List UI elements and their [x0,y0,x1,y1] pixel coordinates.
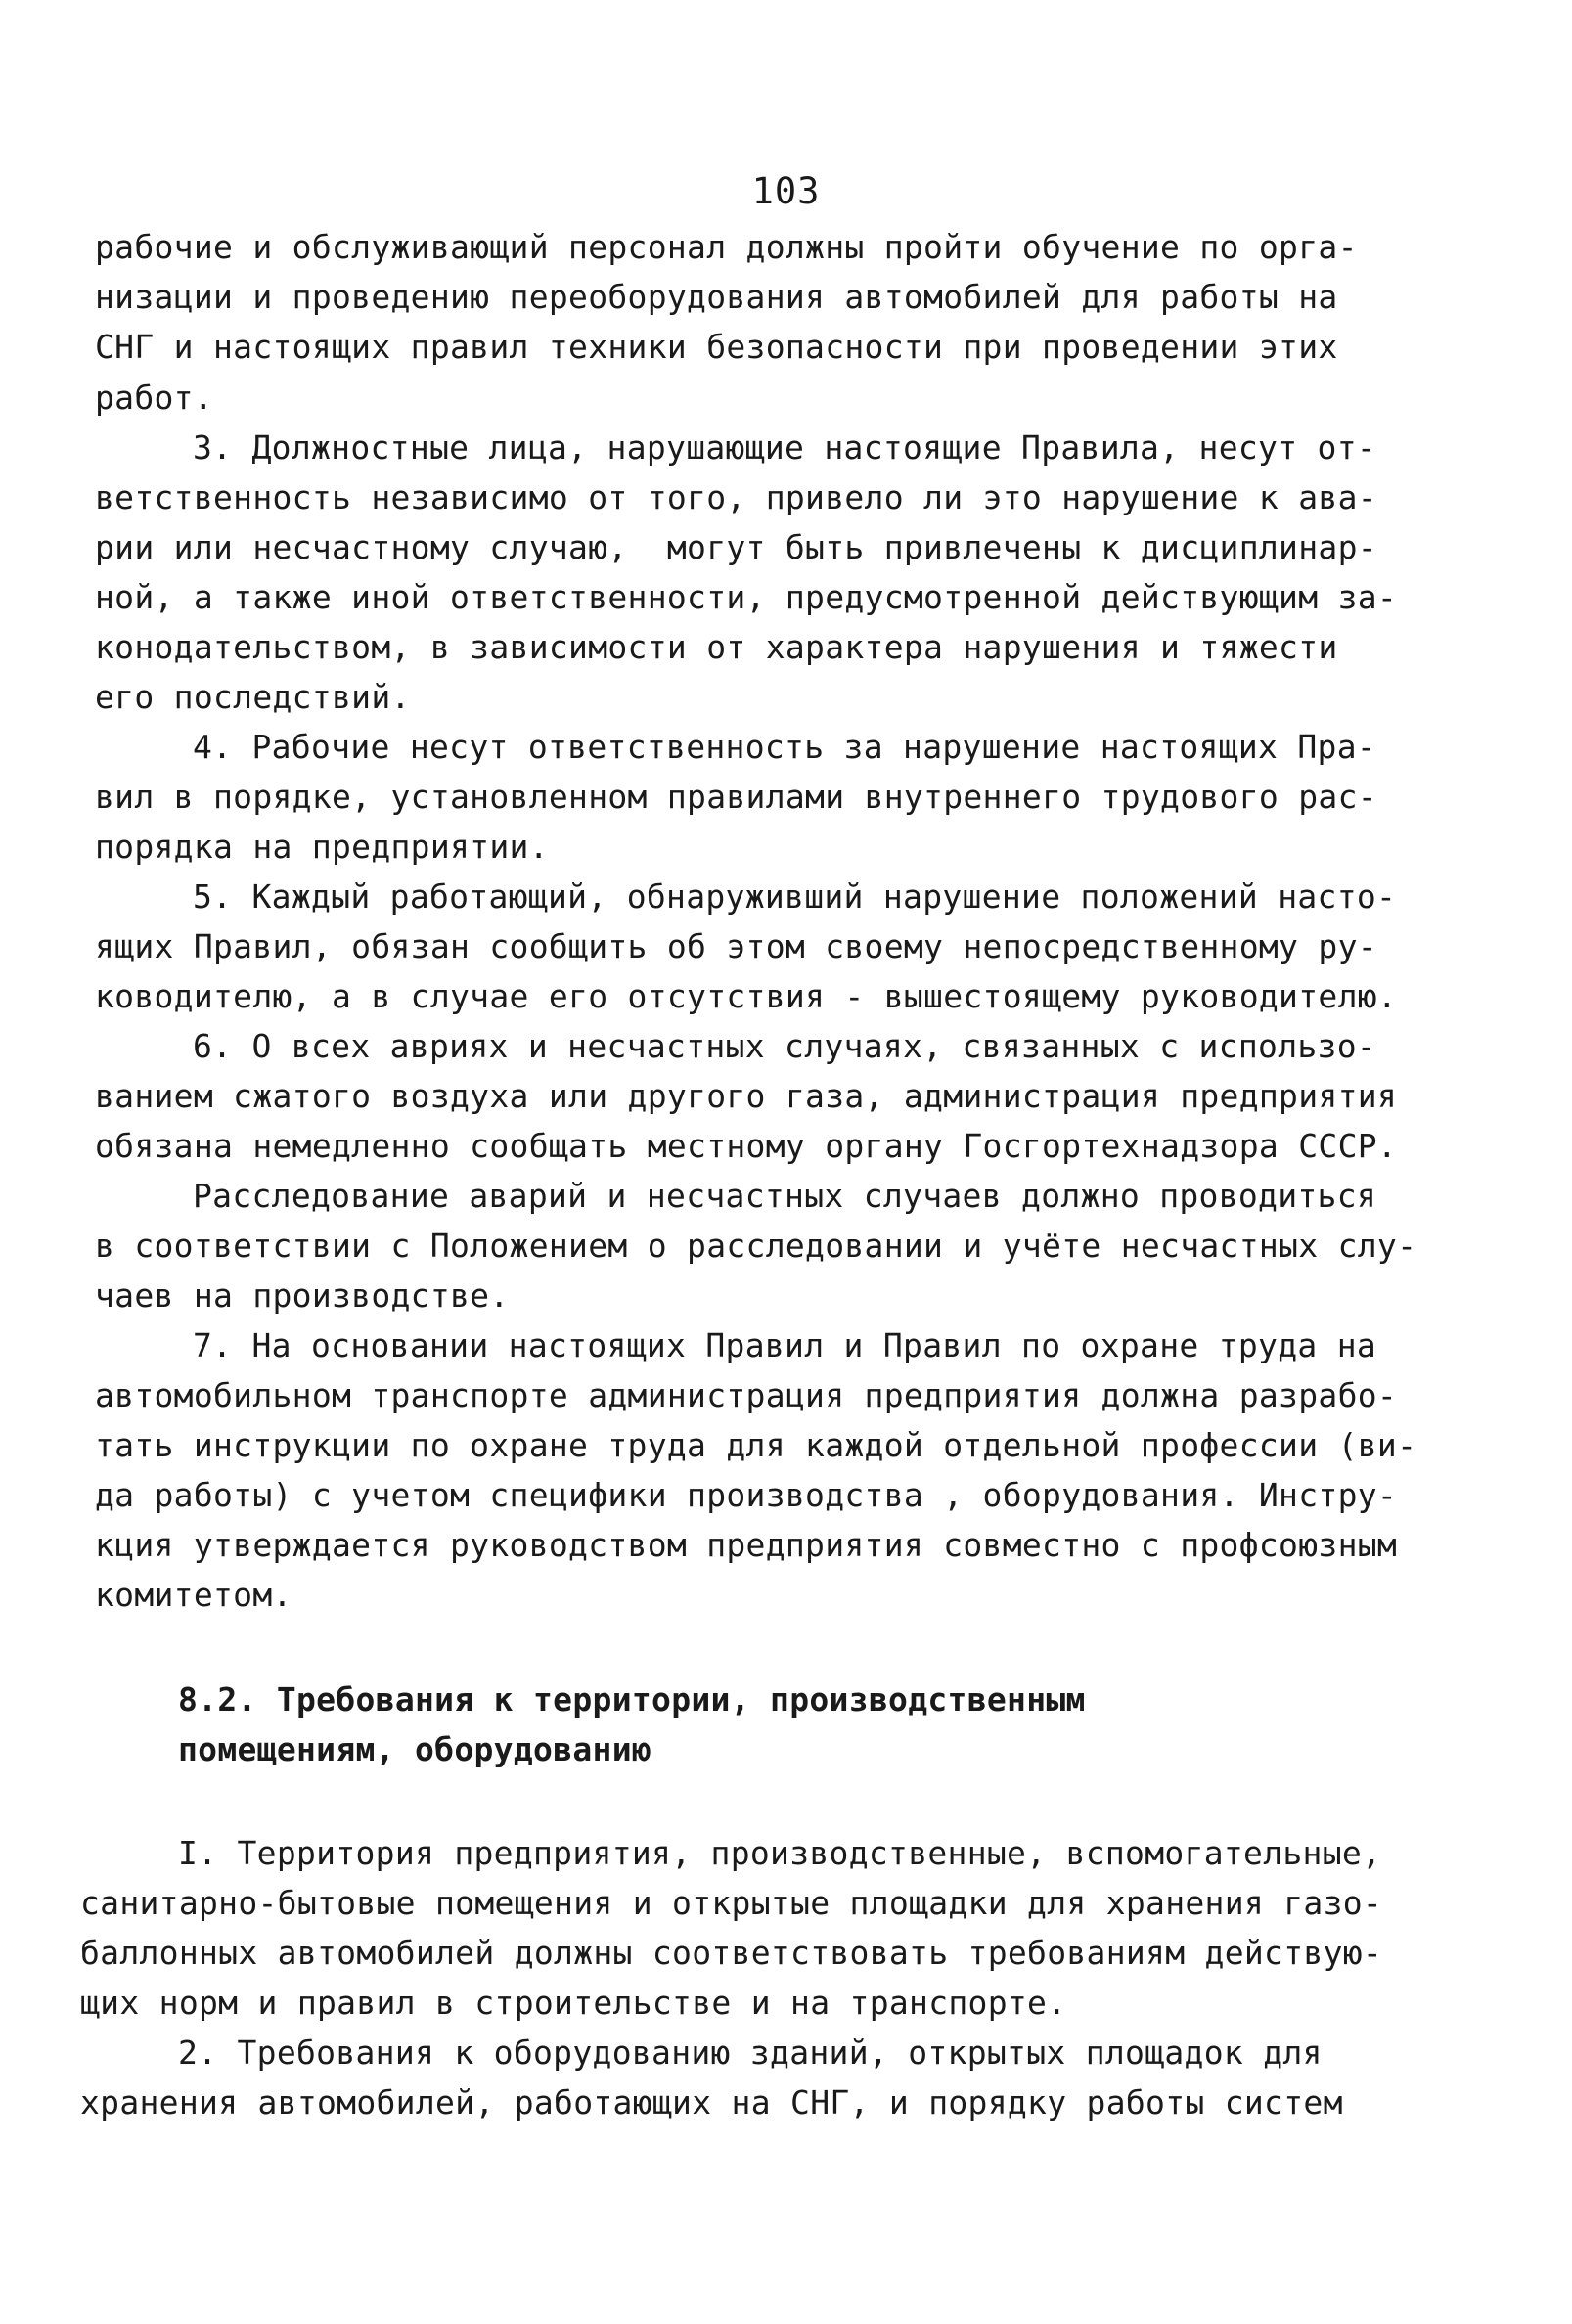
text-line: рабочие и обслуживающий персонал должны пройти обучение по орга- [95,228,1358,266]
text-line: 3. Должностные лица, нарушающие настоящие Правила, несут от- [193,428,1377,467]
text-line: санитарно-бытовые помещения и открытые площадки для хранения газо- [80,1884,1383,1922]
text-line: в соответствии с Положением о расследовании и учёте несчастных слу- [95,1227,1417,1265]
text-line: 7. На основании настоящих Правил и Правил по охране труда на [193,1326,1377,1364]
section-heading: 8.2. Требования к территории, производственным [178,1680,1086,1719]
text-line: да работы) с учетом специфики производства , оборудования. Инстру- [95,1476,1398,1514]
text-line: щих норм и правил в строительстве и на транспорте. [80,1984,1067,2022]
text-line: I. Территория предприятия, производственные, вспомогательные, [178,1834,1382,1872]
text-line: низации и проведению переоборудования автомобилей для работы на [95,278,1338,316]
text-line: ящих Правил, обязан сообщить об этом своему непосредственному ру- [95,927,1377,965]
text-line: конодательством, в зависимости от характера нарушения и тяжести [95,628,1338,666]
text-line: ветственность независимо от того, привело ли это нарушение к ава- [95,478,1377,516]
text-line: 5. Каждый работающий, обнаруживший нарушение положений насто- [193,877,1397,916]
page-number: 103 [751,170,821,212]
text-line: автомобильном транспорте администрация предприятия должна разрабо- [95,1376,1398,1414]
text-line: кция утверждается руководством предприятия совместно с профсоюзным [95,1526,1398,1564]
text-line: вил в порядке, установленном правилами внутреннего трудового рас- [95,778,1377,816]
text-line: хранения автомобилей, работающих на СНГ, и порядку работы систем [80,2083,1343,2122]
text-line: обязана немедленно сообщать местному органу Госгортехнадзора СССР. [95,1127,1398,1165]
text-line: ной, а также иной ответственности, предусмотренной действующим за- [95,578,1398,616]
text-line: 2. Требования к оборудованию зданий, открытых площадок для [178,2034,1323,2072]
text-line: Расследование аварий и несчастных случаев должно проводиться [193,1177,1377,1215]
text-line: СНГ и настоящих правил техники безопасности при проведении этих [95,328,1338,366]
text-line: баллонных автомобилей должны соответствовать требованиям действую- [80,1934,1383,1972]
text-line: порядка на предприятии. [95,827,549,866]
text-line: 6. О всех авриях и несчастных случаях, связанных с использо- [193,1027,1377,1065]
text-line: 4. Рабочие несут ответственность за нарушение настоящих Пра- [193,728,1377,766]
text-line: его последствий. [95,678,411,716]
section-heading: помещениям, оборудованию [178,1730,652,1768]
text-line: ванием сжатого воздуха или другого газа, администрация предприятия [95,1077,1398,1115]
text-line: работ. [95,379,214,417]
text-line: комитетом. [95,1576,292,1614]
text-line: ководителю, а в случае его отсутствия - вышестоящему руководителю. [95,977,1398,1015]
text-line: тать инструкции по охране труда для каждой отдельной профессии (ви- [95,1426,1417,1464]
text-line: рии или несчастному случаю, могут быть привлечены к дисциплинар- [95,528,1377,566]
text-line: чаев на производстве. [95,1276,510,1315]
